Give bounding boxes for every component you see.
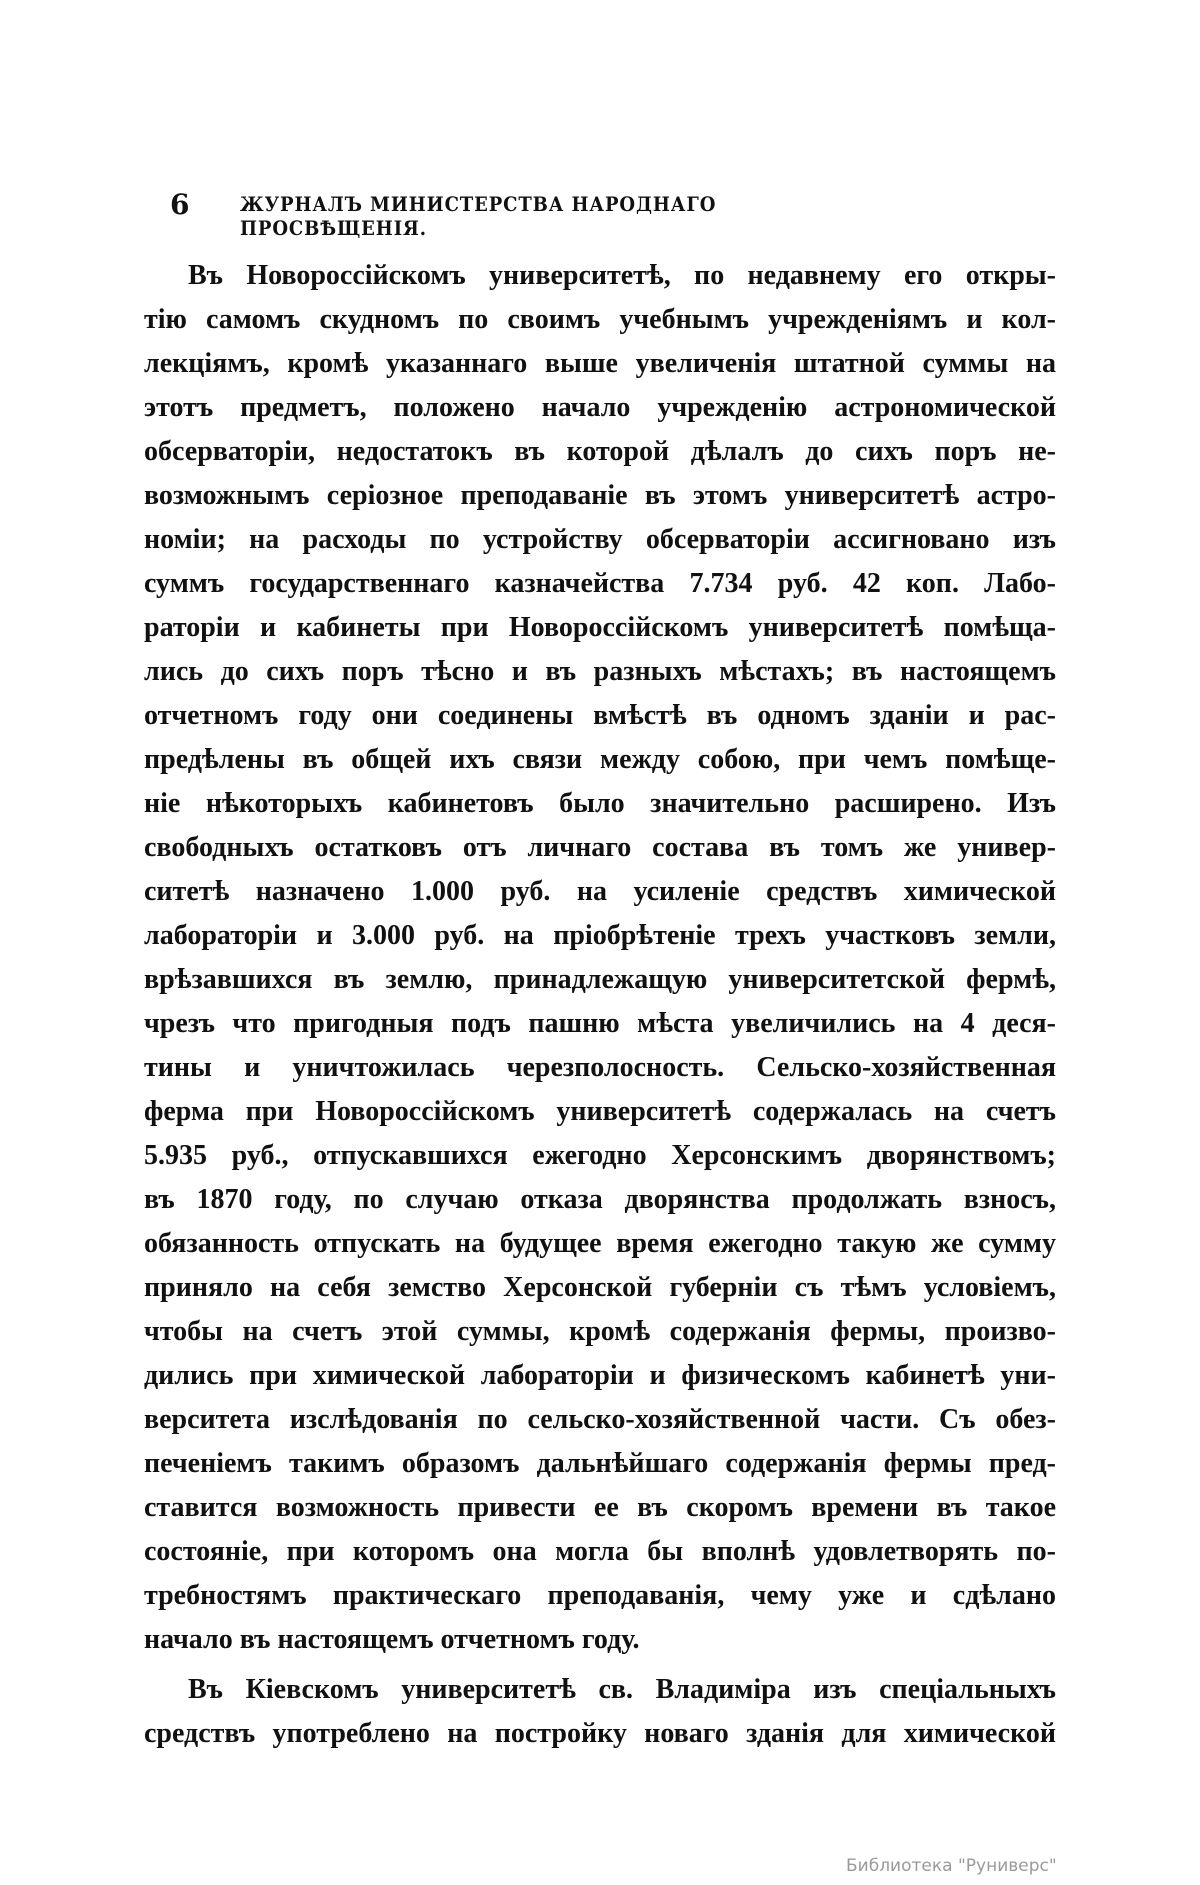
text-line: ніе нѣкоторыхъ кабинетовъ было значительно расширено. Изъ bbox=[144, 788, 1056, 819]
text-line: возможнымъ серіозное преподаваніе въ этомъ университетѣ астро- bbox=[144, 480, 1056, 511]
paragraph bbox=[144, 254, 1056, 1662]
text-line: суммъ государственнаго казначейства 7.734 руб. 42 коп. Лабо- bbox=[144, 568, 1056, 599]
text-line: лабораторіи и 3.000 руб. на пріобрѣтеніе трехъ участковъ земли, bbox=[144, 920, 1056, 951]
text-line: Въ Кіевскомъ университетѣ св. Владиміра изъ спеціальныхъ bbox=[188, 1674, 1056, 1705]
text-line: предѣлены въ общей ихъ связи между собою, при чемъ помѣще- bbox=[144, 744, 1056, 775]
text-line: Въ Новороссійскомъ университетѣ, по недавнему его откры- bbox=[188, 260, 1056, 291]
text-line: обязанность отпускать на будущее время ежегодно такую же сумму bbox=[144, 1228, 1056, 1259]
text-line: средствъ употреблено на постройку новаго зданія для химической bbox=[144, 1718, 1056, 1749]
paragraph bbox=[144, 1668, 1056, 1756]
text-line: требностямъ практическаго преподаванія, чему уже и сдѣлано bbox=[144, 1580, 1056, 1611]
text-line: обсерваторіи, недостатокъ въ которой дѣлалъ до сихъ поръ не- bbox=[144, 436, 1056, 467]
text-line: врѣзавшихся въ землю, принадлежащую университетской фермѣ, bbox=[144, 964, 1056, 995]
text-line: номіи; на расходы по устройству обсерваторіи ассигновано изъ bbox=[144, 524, 1056, 555]
text-line: раторіи и кабинеты при Новороссійскомъ университетѣ помѣща- bbox=[144, 612, 1056, 643]
running-title: ЖУРНАЛЪ МИНИСТЕРСТВА НАРОДНАГО ПРОСВѢЩЕНІЯ. bbox=[240, 192, 717, 240]
page-number: 6 bbox=[170, 188, 190, 221]
text-line: лекціямъ, кромѣ указаннаго выше увеличенія штатной суммы на bbox=[144, 348, 1056, 379]
text-line: начало въ настоящемъ отчетномъ году. bbox=[144, 1624, 640, 1655]
text-line: въ 1870 году, по случаю отказа дворянства продолжать взносъ, bbox=[144, 1184, 1056, 1215]
text-line: тины и уничтожилась черезполосность. Сельско-хозяйственная bbox=[144, 1052, 1056, 1083]
text-line: свободныхъ остатковъ отъ личнаго состава въ томъ же универ- bbox=[144, 832, 1056, 863]
text-line: печеніемъ такимъ образомъ дальнѣйшаго содержанія фермы пред- bbox=[144, 1448, 1056, 1479]
text-line: чтобы на счетъ этой суммы, кромѣ содержанія фермы, произво- bbox=[144, 1316, 1056, 1347]
text-line: ставится возможность привести ее въ скоромъ времени въ такое bbox=[144, 1492, 1056, 1523]
text-line: тію самомъ скудномъ по своимъ учебнымъ учрежденіямъ и кол- bbox=[144, 304, 1056, 335]
text-line: состояніе, при которомъ она могла бы вполнѣ удовлетворять по- bbox=[144, 1536, 1056, 1567]
text-line: чрезъ что пригодныя подъ пашню мѣста увеличились на 4 деся- bbox=[144, 1008, 1056, 1039]
text-line: ферма при Новороссійскомъ университетѣ содержалась на счетъ bbox=[144, 1096, 1056, 1127]
text-line: верситета изслѣдованія по сельско-хозяйственной части. Съ обез- bbox=[144, 1404, 1056, 1435]
text-line: лись до сихъ поръ тѣсно и въ разныхъ мѣстахъ; въ настоящемъ bbox=[144, 656, 1056, 687]
text-line: этотъ предметъ, положено начало учрежденію астрономической bbox=[144, 392, 1056, 423]
body-text bbox=[144, 254, 1056, 1756]
text-line: приняло на себя земство Херсонской губерніи съ тѣмъ условіемъ, bbox=[144, 1272, 1056, 1303]
running-header bbox=[170, 188, 940, 240]
text-line: 5.935 руб., отпускавшихся ежегодно Херсонскимъ дворянствомъ; bbox=[144, 1140, 1056, 1171]
text-line: ситетѣ назначено 1.000 руб. на усиленіе средствъ химической bbox=[144, 876, 1056, 907]
watermark: Библиотека "Руниверс" bbox=[846, 1856, 1057, 1876]
text-line: отчетномъ году они соединены вмѣстѣ въ одномъ зданіи и рас- bbox=[144, 700, 1056, 731]
text-line: дились при химической лабораторіи и физическомъ кабинетѣ уни- bbox=[144, 1360, 1056, 1391]
